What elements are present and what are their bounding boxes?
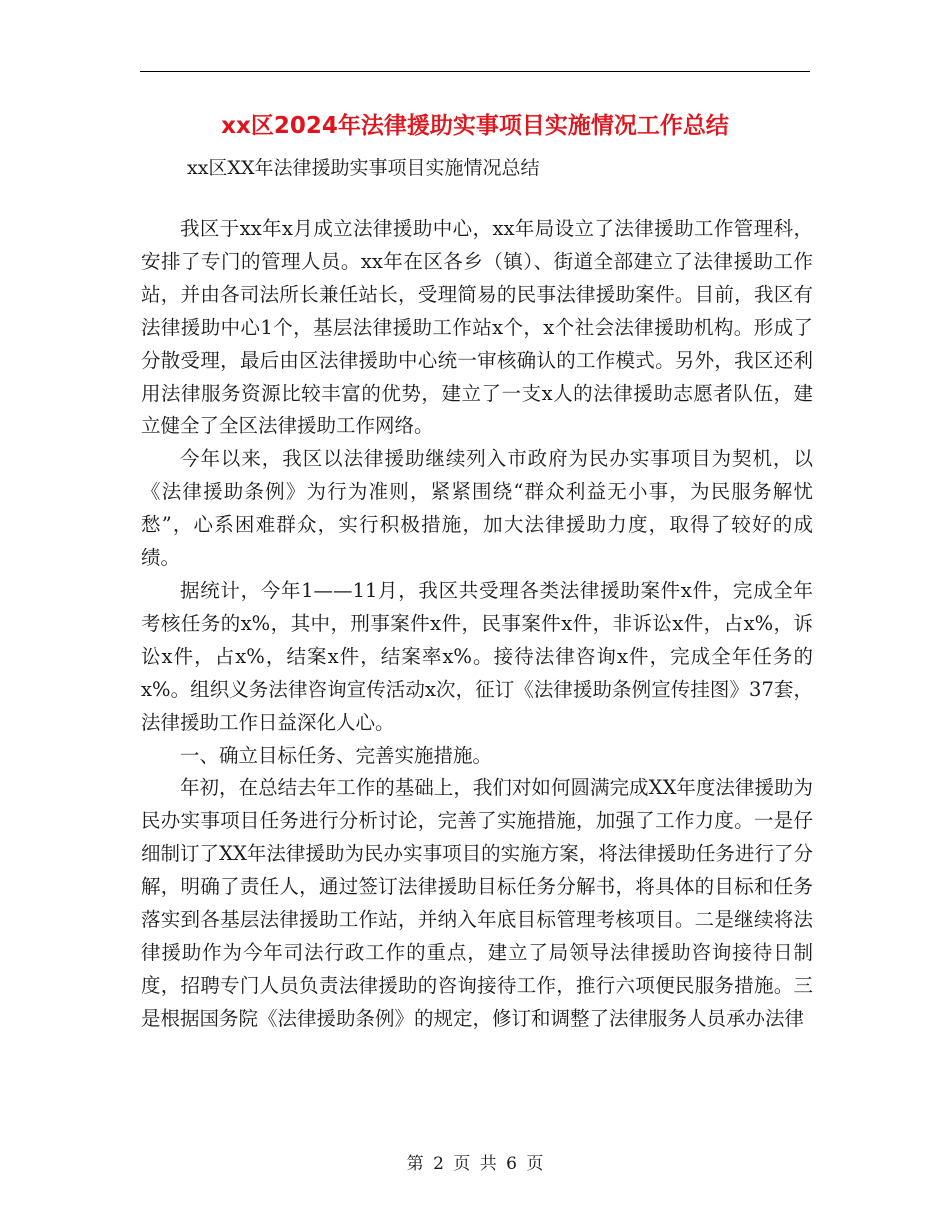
section-heading-1: 一、确立目标任务、完善实施措施。 [180,743,493,767]
document-subtitle: xx区XX年法律援助实事项目实施情况总结 [187,157,540,179]
header-rule [140,71,810,72]
body-paragraph-4: 年初，在总结去年工作的基础上，我们对如何圆满完成XX年度法律援助为民办实事项目任务进行分析讨论，完善了实施措施，加强了工作力度。一是仔细制订了XX年法律援助为民办实事项目的实施方案，将法律援助任务进行了分解，明确了责任人，通过签订法律援助目标任务分解书，将具体的目标和任务落实到各基层法律援助工作站，并纳入年底目标管理考核项目。二是继续将法律援助作为今年司法行政工作的重点，建立了局领导法律援助咨询接待日制度，招聘专门人员负责法律援助的咨询接待工作，推行六项便民服务措施。三是根据国务院《法律援助条例》的规定，修订和调整了法律服务人员承办法律 [141,776,813,1030]
body-paragraph-2: 今年以来，我区以法律援助继续列入市政府为民办实事项目为契机，以《法律援助条例》为行为准则，紧紧围绕“群众利益无小事，为民服务解忧愁”，心系困难群众，实行积极措施，加大法律援助力度，取得了较好的成绩。 [141,447,813,570]
body-paragraph-1: 我区于xx年x月成立法律援助中心，xx年局设立了法律援助工作管理科，安排了专门的管理人员。xx年在区各乡（镇）、街道全部建立了法律援助工作站，并由各司法所长兼任站长，受理简易的民事法律援助案件。目前，我区有法律援助中心1个，基层法律援助工作站x个，x个社会法律援助机构。形成了分散受理，最后由区法律援助中心统一审核确认的工作模式。另外，我区还利用法律服务资源比较丰富的优势，建立了一支x人的法律援助志愿者队伍，建立健全了全区法律援助工作网络。 [141,217,813,438]
document-body [141,213,813,1036]
page-number: 第 2 页 共 6 页 [406,1154,544,1174]
document-title: xx区2024年法律援助实事项目实施情况工作总结 [221,113,729,139]
body-paragraph-3: 据统计，今年1——11月，我区共受理各类法律援助案件x件，完成全年考核任务的x%，其中，刑事案件x件，民事案件x件，非诉讼x件，占x%，诉讼x件，占x%，结案x件，结案率x%。接待法律咨询x件，完成全年任务的x%。组织义务法律咨询宣传活动x次，征订《法律援助条例宣传挂图》37套，法律援助工作日益深化人心。 [141,578,813,734]
